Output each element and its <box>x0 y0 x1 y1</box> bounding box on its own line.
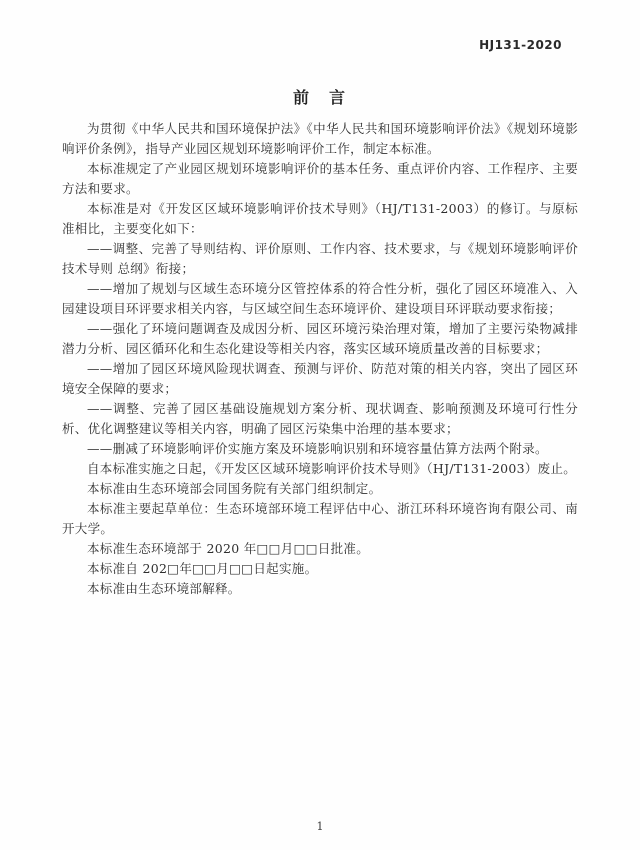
foreword-change-item: ——删减了环境影响评价实施方案及环境影响识别和环境容量估算方法两个附录。 <box>87 441 548 456</box>
foreword-paragraph: 自本标准实施之日起，《开发区区域环境影响评价技术导则》（HJ/T131-2003）废止。 <box>87 461 577 476</box>
page-content <box>62 88 578 599</box>
foreword-paragraph: 本标准生态环境部于 2020 年□□月□□日批准。 <box>87 541 369 556</box>
foreword-change-item: ——调整、完善了园区基础设施规划方案分析、现状调查、影响预测及环境可行性分析、优化调整建议等相关内容，明确了园区污染集中治理的基本要求； <box>62 401 578 436</box>
doc-number: HJ131-2020 <box>479 38 562 52</box>
foreword-change-item: ——强化了环境问题调查及成因分析、园区环境污染治理对策，增加了主要污染物减排潜力分析、园区循环化和生态化建设等相关内容，落实区域环境质量改善的目标要求； <box>62 321 578 356</box>
foreword-change-item: ——调整、完善了导则结构、评价原则、工作内容、技术要求，与《规划环境影响评价技术导则 总纲》衔接； <box>62 241 578 276</box>
foreword-paragraph: 本标准规定了产业园区规划环境影响评价的基本任务、重点评价内容、工作程序、主要方法和要求。 <box>62 161 578 196</box>
foreword-paragraph: 本标准是对《开发区区域环境影响评价技术导则》（HJ/T131-2003）的修订。与原标准相比，主要变化如下： <box>62 201 578 236</box>
foreword-change-item: ——增加了园区环境风险现状调查、预测与评价、防范对策的相关内容，突出了园区环境安全保障的要求； <box>62 361 578 396</box>
page-number: 1 <box>316 820 324 833</box>
foreword-paragraph: 本标准由生态环境部解释。 <box>87 581 241 596</box>
foreword-paragraph: 本标准主要起草单位：生态环境部环境工程评估中心、浙江环科环境咨询有限公司、南开大学。 <box>62 501 578 536</box>
foreword-body <box>62 119 578 599</box>
foreword-paragraph: 本标准由生态环境部会同国务院有关部门组织制定。 <box>87 481 382 496</box>
foreword-paragraph: 为贯彻《中华人民共和国环境保护法》《中华人民共和国环境影响评价法》《规划环境影响评价条例》，指导产业园区规划环境影响评价工作，制定本标准。 <box>62 121 578 156</box>
foreword-paragraph: 本标准自 202□年□□月□□日起实施。 <box>87 561 318 576</box>
page-title: 前 言 <box>292 88 347 107</box>
foreword-change-item: ——增加了规划与区域生态环境分区管控体系的符合性分析，强化了园区环境准入、入园建设项目环评要求相关内容，与区域空间生态环境评价、建设项目环评联动要求衔接； <box>62 281 578 316</box>
